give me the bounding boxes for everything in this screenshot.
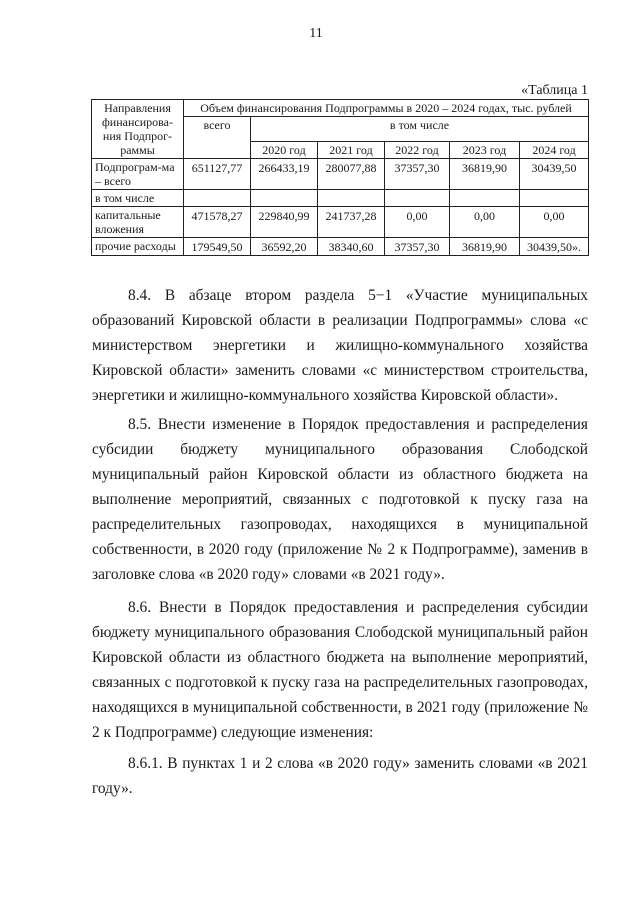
table-cell: 36819,90 — [450, 159, 520, 190]
table-caption: «Таблица 1 — [521, 83, 588, 98]
table-cell: 280077,88 — [318, 159, 385, 190]
row-label: в том числе — [92, 190, 184, 207]
header-including: в том числе — [251, 117, 589, 142]
year-header: 2022 год — [385, 142, 450, 159]
table-cell: 30439,50 — [520, 159, 589, 190]
year-header: 2021 год — [318, 142, 385, 159]
paragraph-8-5 — [92, 412, 588, 587]
table-cell: 471578,27 — [184, 207, 251, 238]
header-total: всего — [184, 117, 251, 159]
paragraph-text: 8.5. Внести изменение в Порядок предоставления и распределения субсидии бюджету муниципального образования Слободской муниципальный район Кировской области из областного бюджета на выполнение мероприятий, связанных с подготовкой к пуску газа на распределительных газопроводах, находящихся в муниципальной собственности, в 2020 году (приложение № 2 к Подпрограмме), заменив в заголовке слова «в 2020 году» словами «в 2021 году». — [92, 416, 588, 583]
table-cell: 229840,99 — [251, 207, 318, 238]
table-cell: 179549,50 — [184, 238, 251, 256]
row-label: капитальные вложения — [92, 207, 184, 238]
table-cell — [450, 190, 520, 207]
table-row — [92, 238, 589, 256]
table-cell — [318, 190, 385, 207]
table-row — [92, 190, 589, 207]
table-cell — [184, 190, 251, 207]
table-cell: 0,00 — [385, 207, 450, 238]
table-cell: 37357,30 — [385, 159, 450, 190]
table-cell: 30439,50». — [520, 238, 589, 256]
paragraph-text: 8.4. В абзаце втором раздела 5−1 «Участие муниципальных образований Кировской области в реализации Подпрограммы» слова «с министерством энергетики и жилищно-коммунального хозяйства Кировской области» заменить словами «с министерством строительства, энергетики и жилищно-коммунального хозяйства Кировской области». — [92, 287, 588, 404]
table-cell: 36592,20 — [251, 238, 318, 256]
year-header: 2020 год — [251, 142, 318, 159]
table-row — [92, 207, 589, 238]
paragraph-8-6 — [92, 595, 588, 745]
table-cell: 36819,90 — [450, 238, 520, 256]
header-volume: Объем финансирования Подпрограммы в 2020 – 2024 годах, тыс. рублей — [184, 100, 589, 117]
table-cell: 651127,77 — [184, 159, 251, 190]
table-row — [92, 159, 589, 190]
table-cell — [520, 190, 589, 207]
header-direction: Направления финансирова-ния Подпрог-раммы — [92, 100, 184, 159]
table-cell: 0,00 — [450, 207, 520, 238]
paragraph-8-4 — [92, 283, 588, 408]
paragraph-8-6-1 — [92, 751, 588, 801]
row-label: Подпрограм-ма – всего — [92, 159, 184, 190]
table-header-row — [92, 100, 589, 117]
table-cell: 241737,28 — [318, 207, 385, 238]
table-cell: 38340,60 — [318, 238, 385, 256]
paragraph-text: 8.6. Внести в Порядок предоставления и распределения субсидии бюджету муниципального образования Слободской муниципальный район Кировской области из областного бюджета на выполнение мероприятий, связанных с подготовкой к пуску газа на распределительных газопроводах, находящихся в муниципальной собственности, в 2021 году (приложение № 2 к Подпрограмме) следующие изменения: — [92, 599, 588, 741]
year-header: 2024 год — [520, 142, 589, 159]
page-number: 11 — [309, 26, 323, 41]
table-cell: 0,00 — [520, 207, 589, 238]
row-label: прочие расходы — [92, 238, 184, 256]
paragraph-text: 8.6.1. В пунктах 1 и 2 слова «в 2020 году» заменить словами «в 2021 году». — [92, 755, 588, 797]
table-cell: 37357,30 — [385, 238, 450, 256]
table-cell — [385, 190, 450, 207]
financing-table — [91, 99, 589, 256]
year-header: 2023 год — [450, 142, 520, 159]
table-cell: 266433,19 — [251, 159, 318, 190]
table-cell — [251, 190, 318, 207]
